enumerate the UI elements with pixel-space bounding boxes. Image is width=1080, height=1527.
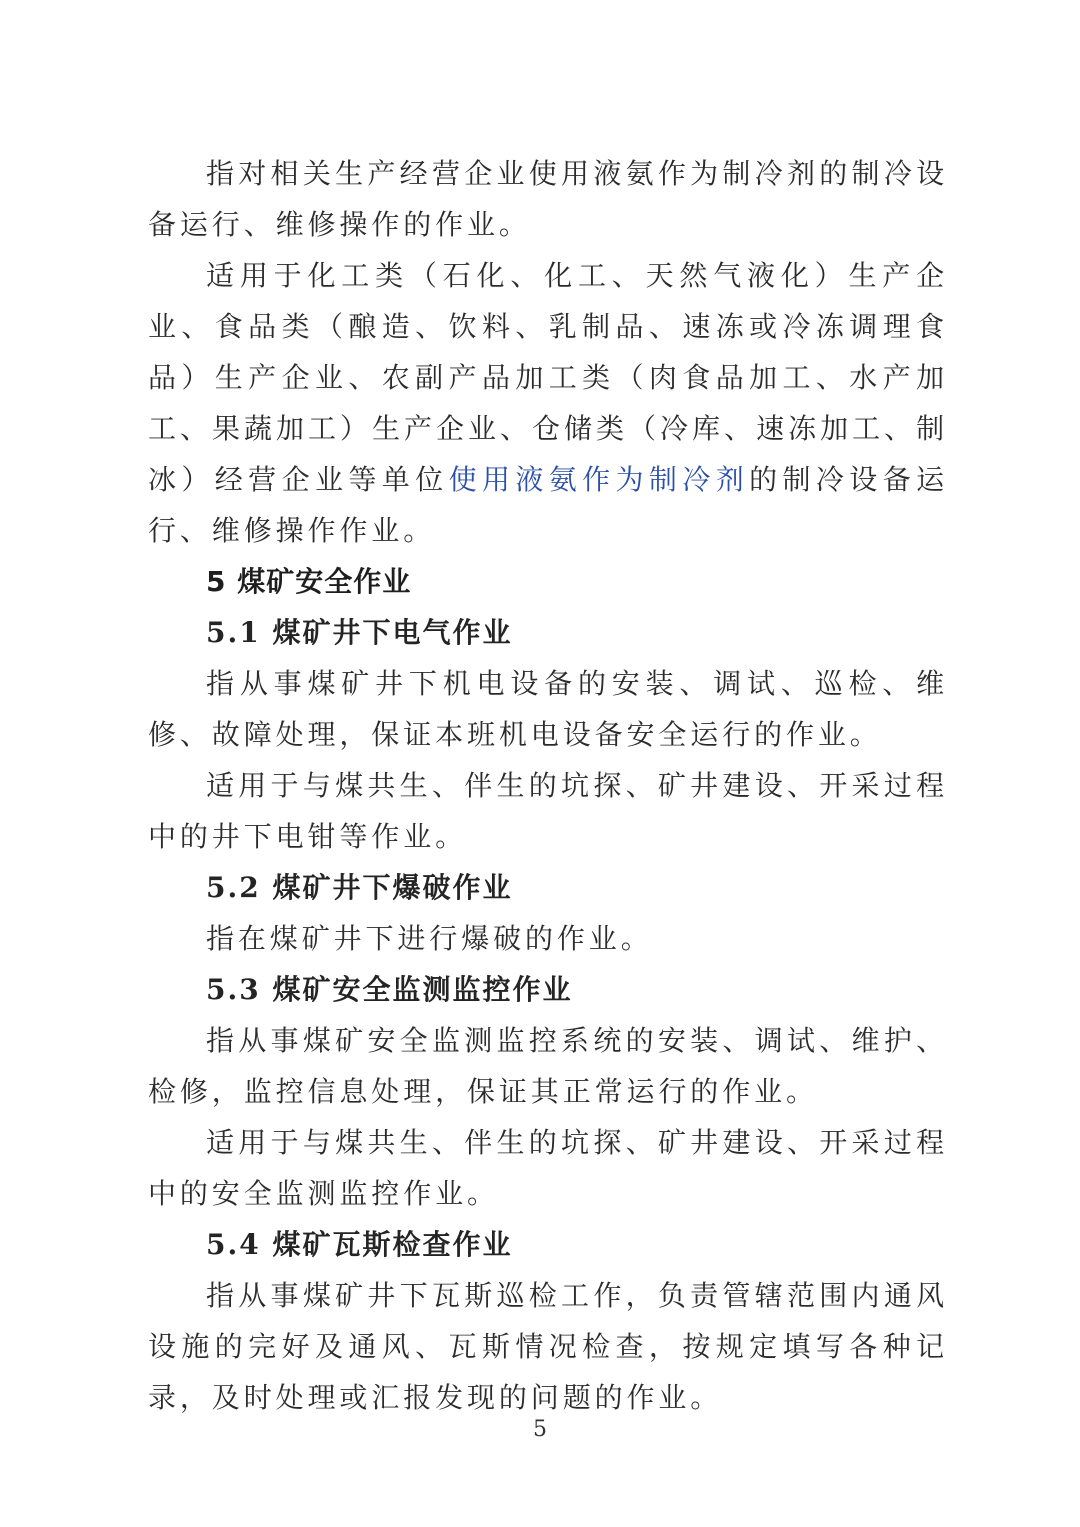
paragraph-ammonia-scope	[148, 250, 948, 556]
paragraph-5-1-definition: 指从事煤矿井下机电设备的安装、调试、巡检、维修、故障处理，保证本班机电设备安全运行的作业。	[148, 667, 948, 751]
paragraph-ammonia-definition: 指对相关生产经营企业使用液氨作为制冷剂的制冷设备运行、维修操作的作业。	[148, 157, 948, 241]
page-number: 5	[533, 1417, 547, 1442]
paragraph-5-4-definition: 指从事煤矿井下瓦斯巡检工作，负责管辖范围内通风设施的完好及通风、瓦斯情况检查，按规定填写各种记录，及时处理或汇报发现的问题的作业。	[148, 1279, 948, 1414]
section-heading-coal-mine-safety: 5 煤矿安全作业	[206, 565, 412, 598]
paragraph-5-2-definition: 指在煤矿井下进行爆破的作业。	[206, 922, 653, 955]
hyperlink-ammonia-refrigerant[interactable]: 使用液氨作为制冷剂	[448, 463, 750, 496]
paragraph-5-3-scope: 适用于与煤共生、伴生的坑探、矿井建设、开采过程中的安全监测监控作业。	[148, 1126, 948, 1210]
document-body	[148, 148, 948, 1423]
paragraph-5-3-definition: 指从事煤矿安全监测监控系统的安装、调试、维护、检修，监控信息处理，保证其正常运行的作业。	[148, 1024, 948, 1108]
paragraph-text: 的制冷设备运行、维修操作作业。	[148, 463, 948, 547]
paragraph-5-1-scope: 适用于与煤共生、伴生的坑探、矿井建设、开采过程中的井下电钳等作业。	[148, 769, 948, 853]
subsection-heading-5-2: 5.2 煤矿井下爆破作业	[206, 871, 513, 904]
subsection-heading-5-3: 5.3 煤矿安全监测监控作业	[206, 973, 573, 1006]
subsection-heading-5-4: 5.4 煤矿瓦斯检查作业	[206, 1228, 513, 1261]
subsection-heading-5-1: 5.1 煤矿井下电气作业	[206, 616, 513, 649]
paragraph-text: 适用于化工类（石化、化工、天然气液化）生产企业、食品类（酿造、饮料、乳制品、速冻或冷冻调理食品）生产企业、农副产品加工类（肉食品加工、水产加工、果蔬加工）生产企业、仓储类（冷库、速冻加工、制冰）经营企业等单位	[148, 259, 948, 496]
